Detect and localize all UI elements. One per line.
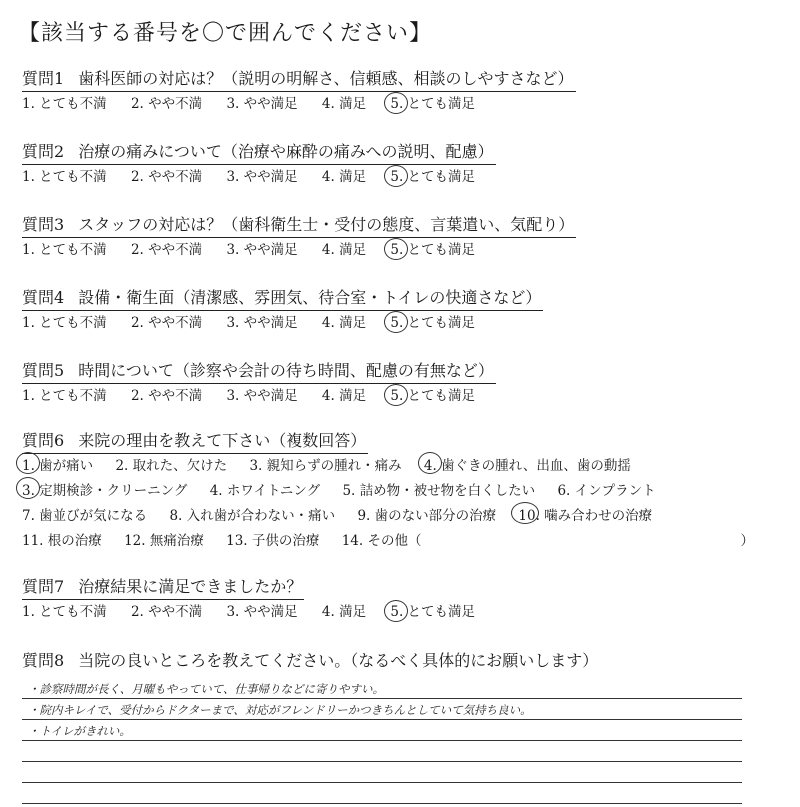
option-list (22, 386, 782, 407)
option-4[interactable]: 4. 満足 (321, 388, 367, 404)
reason-row (22, 529, 782, 554)
option-3[interactable]: 3. やや満足 (226, 169, 298, 185)
option-4[interactable]: 4. 満足 (321, 96, 367, 112)
option-2[interactable]: 2. やや不満 (130, 604, 203, 620)
option-list (22, 602, 782, 623)
question-4 (22, 287, 782, 334)
option-3[interactable]: 3. やや満足 (226, 242, 298, 258)
answer-line (22, 699, 742, 720)
question-text: 時間について（診察や会計の待ち時間、配慮の有無など） (78, 361, 494, 380)
question-text: 設備・衛生面（清潔感、雰囲気、待合室・トイレの快適さなど） (78, 288, 542, 307)
option-5-selected[interactable] (390, 313, 475, 334)
question-text: 歯科医師の対応は？（説明の明解さ、信頼感、相談のしやすさなど） (78, 69, 574, 88)
option-2[interactable]: 2. やや不満 (130, 242, 203, 258)
question-number: 質問4 (22, 288, 65, 307)
option-1[interactable]: 1. とても不満 (22, 169, 107, 185)
option-4[interactable]: 4. 満足 (321, 169, 367, 185)
option-1[interactable]: 1. とても不満 (22, 388, 107, 404)
option-5-selected[interactable] (390, 240, 475, 261)
question-title (22, 214, 576, 238)
option-label: 4. 歯ぐきの腫れ、出血、歯の動揺 (423, 458, 631, 474)
option-label: 5. とても満足 (390, 388, 476, 404)
instruction-header: 【該当する番号を〇で囲んでください】 (18, 21, 433, 46)
question-text: 治療結果に満足できましたか？ (78, 577, 303, 596)
option-label: 5. とても満足 (390, 96, 476, 112)
reason-option[interactable]: 13. 子供の治療 (226, 533, 320, 549)
question-title (22, 68, 576, 92)
option-2[interactable]: 2. やや不満 (130, 96, 203, 112)
reason-option-selected[interactable] (518, 504, 652, 529)
question-title (22, 141, 496, 165)
question-3 (22, 214, 782, 261)
option-3[interactable]: 3. やや満足 (226, 388, 298, 404)
option-label: 5. とても満足 (390, 315, 476, 331)
question-number: 質問5 (22, 361, 65, 380)
reason-option-selected[interactable] (22, 454, 93, 479)
option-label: 10. 噛み合わせの治療 (518, 508, 653, 524)
selection-circle (16, 452, 40, 474)
reason-option[interactable]: 11. 根の治療 (22, 533, 102, 549)
option-2[interactable]: 2. やや不満 (130, 388, 203, 404)
handwritten-answer: ・トイレがきれい。 (28, 724, 131, 738)
reason-row (22, 479, 782, 504)
other-close-paren: ） (740, 533, 754, 549)
option-list (22, 240, 782, 261)
option-4[interactable]: 4. 満足 (321, 604, 367, 620)
reason-option[interactable]: 12. 無痛治療 (124, 533, 204, 549)
question-text: 当院の良いところを教えてください。（なるべく具体的にお願いします） (78, 651, 599, 670)
question-8 (22, 650, 782, 672)
question-6 (22, 430, 782, 554)
selection-circle (16, 477, 40, 499)
question-text: スタッフの対応は？（歯科衛生士・受付の態度、言葉遣い、気配り） (78, 215, 575, 234)
question-text: 治療の痛みについて（治療や麻酔の痛みへの説明、配慮） (78, 142, 494, 161)
question-number: 質問7 (22, 577, 65, 596)
option-list (22, 313, 782, 334)
question-text: 来院の理由を教えて下さい（複数回答） (78, 431, 367, 450)
reason-option[interactable]: 2. 取れた、欠けた (115, 458, 228, 474)
option-list (22, 167, 782, 188)
question-number: 質問6 (22, 431, 65, 450)
option-list (22, 94, 782, 115)
reason-option-other[interactable]: 14. その他（ (341, 533, 422, 549)
option-3[interactable]: 3. やや満足 (226, 96, 298, 112)
option-3[interactable]: 3. やや満足 (226, 604, 298, 620)
reason-option-selected[interactable] (22, 479, 187, 504)
option-3[interactable]: 3. やや満足 (226, 315, 298, 331)
answer-line (22, 720, 742, 741)
option-5-selected[interactable] (390, 94, 475, 115)
option-5-selected[interactable] (390, 167, 475, 188)
reason-option[interactable]: 7. 歯並びが気になる (22, 508, 148, 524)
answer-line (22, 762, 742, 783)
answer-line (22, 741, 742, 762)
question-title (22, 287, 543, 311)
question-number: 質問3 (22, 215, 65, 234)
reason-option[interactable]: 3. 親知らずの腫れ・痛み (249, 458, 402, 474)
option-label: 5. とても満足 (390, 169, 476, 185)
option-1[interactable]: 1. とても不満 (22, 242, 107, 258)
question-2 (22, 141, 782, 188)
handwritten-answer: ・診察時間が長く、月曜もやっていて、仕事帰りなどに寄りやすい。 (28, 682, 385, 696)
question-5 (22, 360, 782, 407)
reason-option[interactable]: 9. 歯のない部分の治療 (357, 508, 497, 524)
option-4[interactable]: 4. 満足 (321, 242, 367, 258)
option-label: 3. 定期検診・クリーニング (22, 483, 188, 499)
question-title (22, 430, 368, 454)
option-1[interactable]: 1. とても不満 (22, 604, 107, 620)
reason-option[interactable]: 5. 詰め物・被せ物を白くしたい (342, 483, 536, 499)
answer-line (22, 783, 742, 804)
option-2[interactable]: 2. やや不満 (130, 169, 203, 185)
question-title (22, 576, 304, 600)
question-number: 質問8 (22, 651, 65, 670)
selection-circle (418, 452, 442, 474)
question-7 (22, 576, 782, 623)
option-label: 5. とても満足 (390, 604, 476, 620)
option-1[interactable]: 1. とても不満 (22, 315, 107, 331)
option-4[interactable]: 4. 満足 (321, 315, 367, 331)
reason-row (22, 504, 782, 529)
question-title (22, 360, 496, 384)
question-number: 質問2 (22, 142, 65, 161)
option-5-selected[interactable] (390, 386, 475, 407)
option-2[interactable]: 2. やや不満 (130, 315, 203, 331)
reason-option-selected[interactable] (424, 454, 631, 479)
option-label: 5. とても満足 (390, 242, 476, 258)
option-5-selected[interactable] (390, 602, 475, 623)
question-title (22, 650, 782, 672)
free-answer-area[interactable] (22, 678, 742, 804)
question-1 (22, 68, 782, 115)
reason-row (22, 454, 782, 479)
option-1[interactable]: 1. とても不満 (22, 96, 107, 112)
option-label: 1. 歯が痛い (22, 458, 94, 474)
question-number: 質問1 (22, 69, 65, 88)
reason-option[interactable]: 6. インプラント (557, 483, 656, 499)
reason-option[interactable]: 4. ホワイトニング (209, 483, 321, 499)
answer-line (22, 678, 742, 699)
reason-option[interactable]: 8. 入れ歯が合わない・痛い (169, 508, 336, 524)
handwritten-answer: ・院内キレイで、受付からドクターまで、対応がフレンドリーかつきちんとしていて気持ち良い。 (28, 703, 532, 717)
